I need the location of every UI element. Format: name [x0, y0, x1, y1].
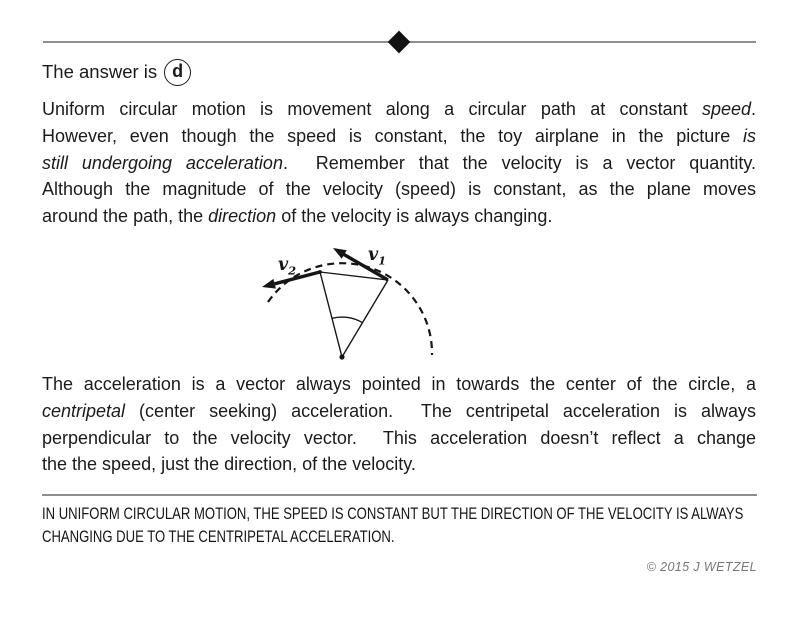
- diamond-ornament: [388, 31, 411, 54]
- radius-lines: [320, 272, 388, 357]
- answer-line: [42, 57, 191, 87]
- circle-center-dot: [339, 354, 344, 359]
- v2-vector-arrowhead: [262, 279, 276, 289]
- angle-arc: [332, 317, 363, 323]
- v1-label: $v_1$: [368, 245, 387, 268]
- text-line: [42, 203, 756, 230]
- text-line: [42, 96, 756, 123]
- body-text: . Remember that the velocity is a vector quantity.: [282, 152, 756, 173]
- body-text: around the path, the: [42, 206, 209, 227]
- text-line: [42, 123, 756, 150]
- text-line: [42, 371, 756, 398]
- body-text: Although the magnitude of the velocity (speed) is constant, as the plane moves: [42, 179, 756, 200]
- body-text: of the velocity is always changing.: [276, 206, 553, 227]
- summary-divider-rule: [42, 494, 757, 496]
- emphasized-text: speed: [701, 99, 751, 119]
- copyright-notice: © 2015 J WETZEL: [646, 560, 757, 574]
- v1-vector-arrowhead: [333, 248, 347, 259]
- text-line: IN UNIFORM CIRCULAR MOTION, THE SPEED IS CONSTANT BUT THE DIRECTION OF THE VELOCITY IS ALWAYS: [42, 504, 744, 523]
- body-text: However, even though the speed is constant, the toy airplane in the picture: [42, 125, 743, 146]
- explanation-paragraph-1: [42, 96, 756, 230]
- body-text: .: [750, 99, 756, 119]
- summary-caps-text: [42, 502, 766, 548]
- body-text: Uniform circular motion is movement along a circular path at constant: [42, 99, 702, 119]
- emphasized-text: is: [743, 125, 756, 146]
- text-line: [42, 150, 756, 177]
- text-line: [42, 398, 756, 425]
- body-text: The acceleration is a vector always pointed in towards the center of the circle, a: [42, 374, 756, 394]
- body-text: the the speed, just the direction, of the velocity.: [42, 454, 416, 475]
- text-line: [42, 425, 756, 452]
- explanation-paragraph-2: [42, 371, 756, 478]
- emphasized-text: centripetal: [42, 400, 126, 421]
- circled-answer-letter: d: [164, 59, 191, 86]
- text-line: [42, 176, 756, 203]
- answer-prefix-text: The answer is: [42, 61, 158, 82]
- text-line: CHANGING DUE TO THE CENTRIPETAL ACCELERATION.: [42, 527, 395, 546]
- text-line: [42, 451, 756, 478]
- emphasized-text: direction: [208, 206, 277, 227]
- emphasized-text: still undergoing acceleration: [42, 152, 283, 173]
- body-text: perpendicular to the velocity vector. This acceleration doesn’t reflect a change: [42, 427, 756, 448]
- body-text: (center seeking) acceleration. The centripetal acceleration is always: [125, 400, 756, 421]
- v2-label: $v_2$: [278, 255, 297, 278]
- circular-motion-diagram: [230, 230, 460, 370]
